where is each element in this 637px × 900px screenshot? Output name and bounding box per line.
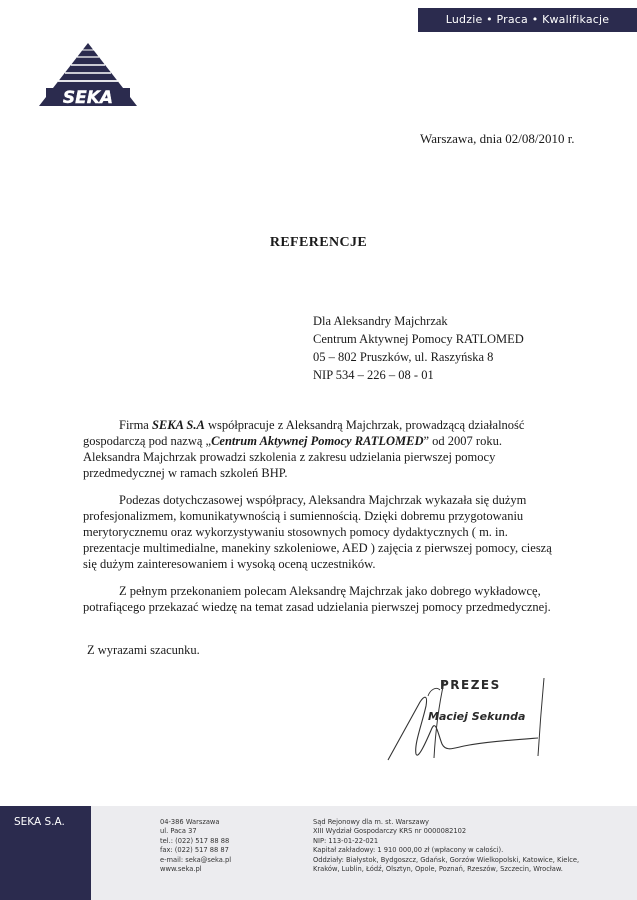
paragraph-line: przedmedycznej w ramach szkoleń BHP.	[83, 466, 288, 480]
recipient-line: 05 – 802 Pruszków, ul. Raszyńska 8	[313, 350, 494, 364]
paragraph-line: Podezas dotychczasowej współpracy, Aleksandra Majchrzak wykazała się dużym	[119, 493, 527, 507]
footer-line: tel.: (022) 517 88 88	[160, 836, 230, 845]
paragraph-line: prezentacje multimedialne, manekiny szkoleniowe, AED ) zajęcia z pierwszej pomocy, cieszą	[83, 541, 552, 555]
text: gospodarczą pod nazwą „	[83, 434, 212, 448]
footer-line: fax: (022) 517 88 87	[160, 846, 229, 855]
paragraph-line: się dużym zainteresowaniem i wysoką oceną uczestników.	[83, 557, 376, 571]
footer-line: Sąd Rejonowy dla m. st. Warszawy	[313, 818, 430, 826]
stamp-name: Maciej Sekunda	[428, 710, 526, 723]
paragraph-cooperation	[83, 492, 552, 572]
date-line: Warszawa, dnia 02/08/2010 r.	[420, 131, 575, 146]
company-name: SEKA S.A	[151, 418, 205, 432]
seka-logo	[38, 42, 138, 108]
signature-graphic	[384, 672, 554, 764]
text: Firma	[119, 418, 152, 432]
document-title: REFERENCJE	[269, 235, 368, 250]
svg-text:SEKA: SEKA	[62, 88, 114, 108]
recipient-line: NIP 534 – 226 – 08 - 01	[313, 368, 434, 382]
footer-line: www.seka.pl	[160, 865, 202, 874]
paragraph-line: merytorycznemu oraz wykorzystywaniu stosownych pomocy dydaktycznych ( m. in.	[83, 525, 508, 539]
footer-line: NIP: 113-01-22-021	[313, 836, 379, 845]
paragraph-line: profesjonalizmem, komunikatywnością i sumiennością. Dzięki dobremu przygotowaniu	[83, 509, 524, 523]
closing-phrase: Z wyrazami szacunku.	[87, 643, 200, 657]
footer-company-block	[0, 806, 91, 900]
footer-line: XIII Wydział Gospodarczy KRS nr 0000082102	[313, 827, 467, 836]
paragraph-line: Z pełnym przekonaniem polecam Aleksandrę Majchrzak jako dobrego wykładowcę,	[119, 584, 541, 598]
seka-logo-graphic	[38, 42, 138, 108]
recipient-line: Dla Aleksandry Majchrzak	[313, 314, 448, 328]
recipient-address	[313, 312, 524, 384]
footer-line: Kapitał zakładowy: 1 910 000,00 zł (wpłacony w całości).	[313, 846, 504, 855]
paragraph-recommendation	[83, 583, 551, 615]
paragraph-introduction	[83, 417, 524, 481]
footer-contact	[160, 818, 231, 874]
paragraph-line: potrafiącego przekazać wiedzę na temat zasad udzielania pierwszej pomocy przedmedycznej.	[83, 600, 551, 614]
footer-line: Kraków, Lublin, Łódź, Olsztyn, Opole, Poznań, Rzeszów, Szczecin, Wrocław.	[313, 865, 563, 874]
footer-line: e-mail: seka@seka.pl	[160, 855, 232, 864]
footer-line: Oddziały: Białystok, Bydgoszcz, Gdańsk, Gorzów Wielkopolski, Katowice, Kielce,	[313, 855, 580, 864]
text: ” od 2007 roku.	[423, 434, 502, 448]
recipient-line: Centrum Aktywnej Pomocy RATLOMED	[313, 332, 524, 346]
footer-line: 04-386 Warszawa	[160, 818, 220, 826]
stamp-role: PREZES	[440, 678, 501, 692]
paragraph-line: Aleksandra Majchrzak prowadzi szkolenia z zakresu udzielania pierwszej pomocy	[83, 450, 496, 464]
text: współpracuje z Aleksandrą Majchrzak, prowadzącą działalność	[204, 418, 525, 432]
footer-company-name: SEKA S.A.	[14, 816, 65, 828]
footer-registry	[313, 818, 579, 874]
tagline-banner: Ludzie • Praca • Kwalifikacje	[418, 8, 637, 32]
paragraph-line	[83, 417, 524, 433]
handwritten-signature	[384, 672, 554, 764]
footer-line: ul. Paca 37	[160, 827, 197, 836]
business-name: Centrum Aktywnej Pomocy RATLOMED	[211, 434, 424, 448]
paragraph-line	[83, 433, 524, 449]
